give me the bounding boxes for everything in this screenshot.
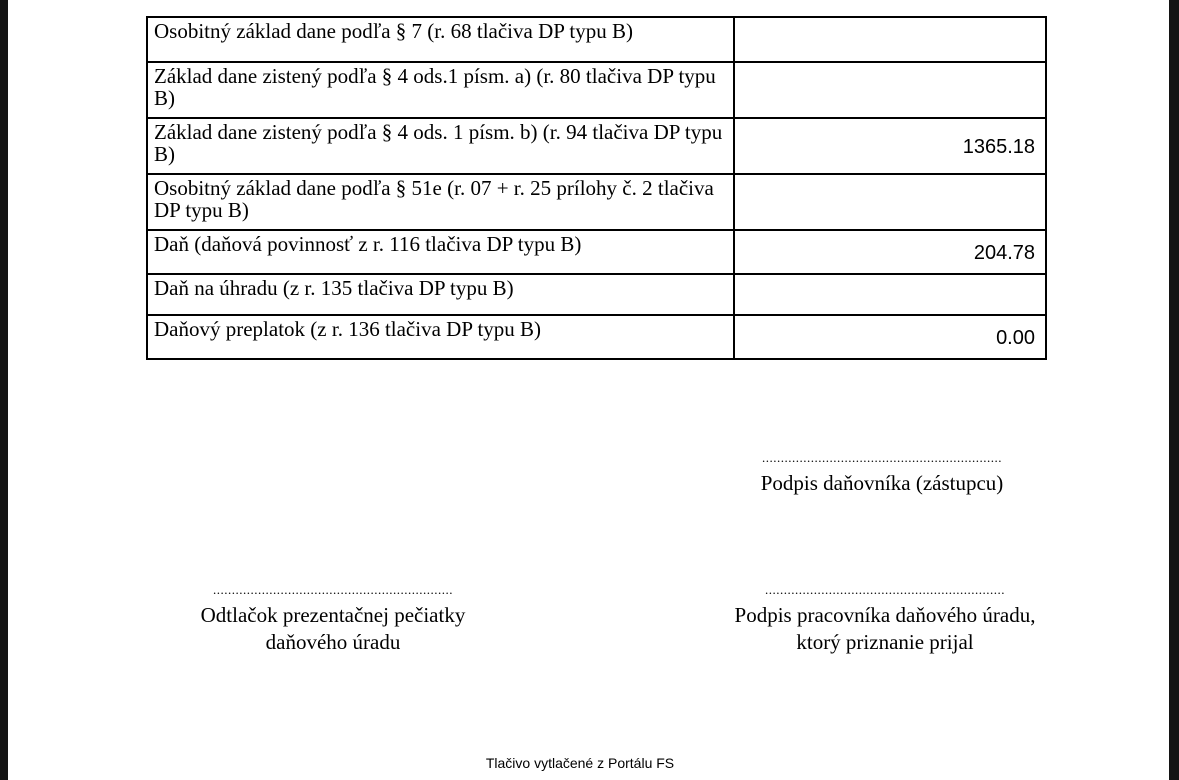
tax-summary-table	[146, 16, 1047, 360]
table-row	[147, 230, 1046, 274]
table-row	[147, 174, 1046, 230]
viewer-left-edge	[0, 0, 8, 780]
table-row	[147, 315, 1046, 359]
row-value: 204.78	[734, 230, 1046, 274]
officer-signature-caption: Podpis pracovníka daňového úradu, ktorý priznanie prijal	[734, 603, 1036, 654]
row-label: Základ dane zistený podľa § 4 ods.1 písm. a) (r. 80 tlačiva DP typu B)	[147, 62, 734, 118]
signature-line: ................................................................	[762, 452, 1002, 464]
table-row	[147, 17, 1046, 62]
row-label: Daň (daňová povinnosť z r. 116 tlačiva DP typu B)	[147, 230, 734, 274]
row-label: Daň na úhradu (z r. 135 tlačiva DP typu B)	[147, 274, 734, 315]
signature-line: ................................................................	[765, 584, 1005, 596]
stamp-block	[178, 584, 488, 656]
table-row	[147, 274, 1046, 315]
document-page[interactable]	[8, 0, 1169, 780]
page-footer: Tlačivo vytlačené z Portálu FS	[485, 755, 675, 771]
row-value: 0.00	[734, 315, 1046, 359]
taxpayer-signature-caption: Podpis daňovníka (zástupcu)	[760, 471, 1004, 495]
row-label: Základ dane zistený podľa § 4 ods. 1 písm. b) (r. 94 tlačiva DP typu B)	[147, 118, 734, 174]
row-label: Daňový preplatok (z r. 136 tlačiva DP typu B)	[147, 315, 734, 359]
signature-line: ................................................................	[213, 584, 453, 596]
viewer-right-edge	[1169, 0, 1179, 780]
stamp-caption: Odtlačok prezentačnej pečiatky daňového úradu	[200, 603, 466, 654]
row-label: Osobitný základ dane podľa § 51e (r. 07 + r. 25 prílohy č. 2 tlačiva DP typu B)	[147, 174, 734, 230]
officer-signature-block	[732, 584, 1038, 656]
row-value	[734, 17, 1046, 62]
row-label: Osobitný základ dane podľa § 7 (r. 68 tlačiva DP typu B)	[147, 17, 734, 62]
taxpayer-signature-block	[732, 452, 1032, 497]
row-value	[734, 274, 1046, 315]
table-row	[147, 118, 1046, 174]
row-value	[734, 174, 1046, 230]
row-value	[734, 62, 1046, 118]
row-value: 1365.18	[734, 118, 1046, 174]
table-row	[147, 62, 1046, 118]
